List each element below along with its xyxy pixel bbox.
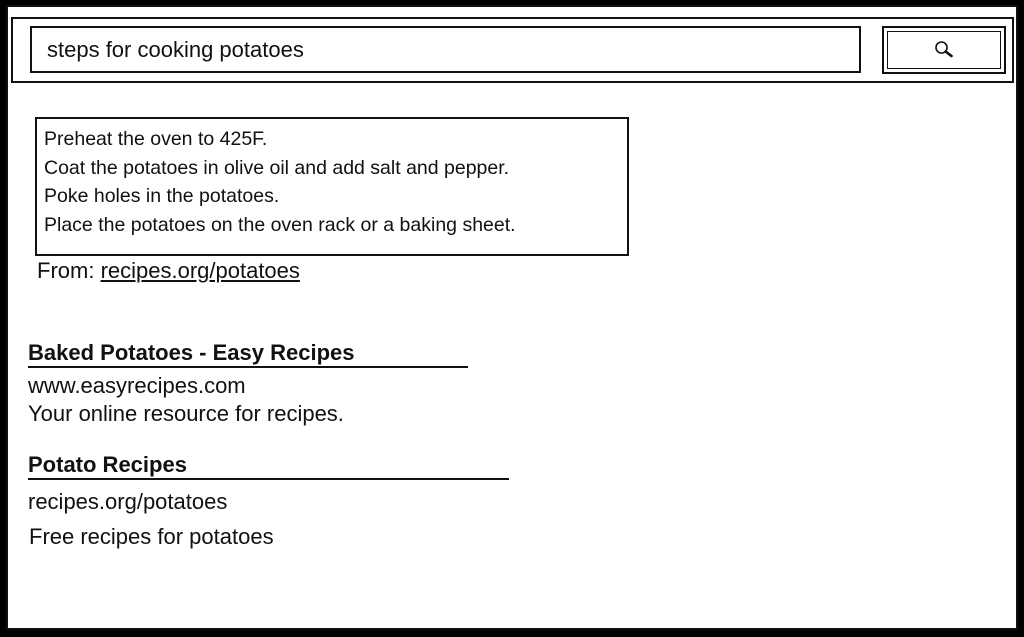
result-title-link[interactable]: Baked Potatoes - Easy Recipes bbox=[28, 340, 468, 368]
answer-step-3: Poke holes in the potatoes. bbox=[44, 185, 280, 207]
search-bar bbox=[11, 17, 1014, 83]
result-url: www.easyrecipes.com bbox=[28, 373, 246, 398]
result-url: recipes.org/potatoes bbox=[28, 489, 228, 514]
answer-step-1: Preheat the oven to 425F. bbox=[44, 128, 268, 150]
answer-step-2: Coat the potatoes in olive oil and add salt and pepper. bbox=[44, 156, 510, 179]
search-button[interactable] bbox=[882, 26, 1006, 74]
window-notch bbox=[396, 7, 402, 11]
search-result bbox=[28, 452, 509, 551]
answer-source bbox=[37, 258, 300, 284]
search-result bbox=[28, 340, 468, 428]
result-snippet: Your online resource for recipes. bbox=[28, 401, 344, 426]
answer-source-link[interactable]: recipes.org/potatoes bbox=[100, 258, 300, 283]
search-icon bbox=[933, 39, 955, 61]
search-results-window bbox=[6, 5, 1018, 630]
search-input[interactable] bbox=[30, 26, 861, 73]
featured-answer-box bbox=[35, 117, 629, 256]
result-snippet: Free recipes for potatoes bbox=[29, 524, 274, 549]
search-query-text: steps for cooking potatoes bbox=[47, 36, 304, 62]
result-title-link[interactable]: Potato Recipes bbox=[28, 452, 509, 480]
answer-source-prefix: From: bbox=[37, 258, 101, 283]
answer-step-4: Place the potatoes on the oven rack or a baking sheet. bbox=[44, 213, 516, 236]
